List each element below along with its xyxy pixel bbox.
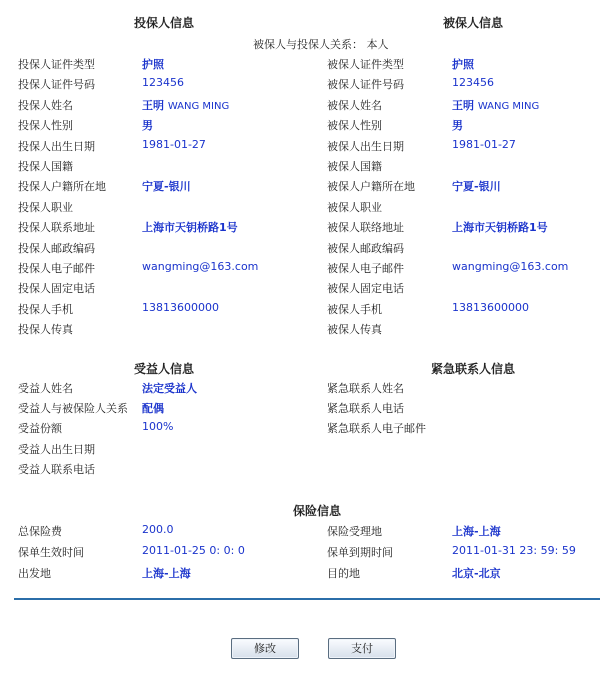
field-value [452,301,529,314]
field-label: 被保人邮政编码 [327,241,404,255]
field-label: 被保人国籍 [327,160,382,173]
field-value [142,97,229,113]
field-label: 投保人姓名 [18,98,73,112]
field-value [452,138,516,151]
field-value [142,178,191,194]
field-value [142,565,191,581]
field-value [452,544,576,557]
policyholder-section-title: 投保人信息 [134,16,195,30]
field-value-text: 1981-01-27 [142,137,206,151]
field-label: 被保人户籍所在地 [327,180,415,194]
field-value [142,56,164,72]
field-value-text: 200.0 [142,523,174,536]
section-divider [14,598,600,600]
field-value-text: 王明 [452,98,474,112]
field-label: 投保人邮政编码 [18,241,95,255]
field-value-text: 123456 [452,76,494,90]
field-label: 投保人国籍 [18,160,73,173]
field-value-text: 上海市天钥桥路1号 [452,221,548,235]
field-label: 投保人职业 [18,200,73,214]
field-label: 投保人电子邮件 [18,262,95,275]
field-value [452,219,548,235]
field-label: 被保人证件类型 [327,58,404,71]
field-label: 保单生效时间 [18,546,84,559]
insured-relation [253,36,389,52]
insured-section-title: 被保人信息 [443,16,504,30]
field-label: 紧急联系人电子邮件 [327,422,426,436]
field-label: 保险受理地 [327,525,382,538]
field-label: 受益份额 [18,422,62,436]
field-value-text: wangming@163.com [452,260,569,273]
field-label: 被保人固定电话 [327,282,404,296]
pay-button[interactable]: 支付 [328,638,396,659]
field-value [142,301,219,314]
field-value [142,544,245,557]
field-value-romanized: WANG MING [477,100,540,112]
field-value-text: 13813600000 [452,300,529,314]
field-label: 被保人手机 [327,302,382,316]
field-value-text: 男 [452,119,463,133]
insured-relation-label: 被保人与投保人关系： [253,38,363,51]
field-value [452,260,568,273]
modify-button[interactable]: 修改 [231,638,299,659]
field-value-text: 2011-01-31 23: 59: 59 [452,544,576,557]
field-label: 受益人出生日期 [18,442,95,456]
field-value-text: 护照 [452,58,474,71]
field-value [142,400,164,416]
field-label: 被保人证件号码 [327,78,404,92]
field-value-text: 2011-01-25 0: 0: 0 [142,544,245,557]
field-value-text: 13813600000 [142,300,219,314]
field-label: 受益人姓名 [18,382,73,395]
field-label: 投保人出生日期 [18,139,95,153]
field-label: 被保人性别 [327,119,382,133]
field-value [142,260,258,273]
field-value-text: 护照 [142,58,164,71]
field-value [452,117,463,133]
field-value [142,117,153,133]
field-value [142,523,174,536]
field-value-text: 王明 [142,98,164,112]
field-value-text: 宁夏-银川 [142,180,191,194]
field-label: 受益人联系电话 [18,462,95,476]
field-label: 投保人证件类型 [18,58,95,71]
field-value [452,565,501,581]
field-label: 被保人姓名 [327,98,382,112]
field-value-text: 1981-01-27 [452,137,516,151]
field-label: 被保人职业 [327,200,382,214]
field-label: 被保人电子邮件 [327,262,404,275]
field-value [452,56,474,72]
field-value-text: wangming@163.com [142,260,259,273]
field-value [142,219,238,235]
field-value [142,380,197,396]
field-label: 投保人手机 [18,302,73,316]
field-label: 被保人联络地址 [327,221,404,235]
field-value [452,523,501,539]
field-label: 总保险费 [18,525,62,538]
field-value-text: 上海-上海 [452,525,501,538]
beneficiary-section-title: 受益人信息 [134,362,195,376]
field-label: 保单到期时间 [327,546,393,559]
emergency-section-title: 紧急联系人信息 [431,362,516,376]
field-value-text: 法定受益人 [142,382,197,395]
field-label: 被保人传真 [327,323,382,337]
field-label: 投保人传真 [18,323,73,337]
field-label: 紧急联系人姓名 [327,382,404,395]
field-value-text: 100% [142,420,174,434]
field-label: 受益人与被保险人关系 [18,402,128,416]
insured-relation-value: 本人 [366,38,389,51]
field-value-text: 配偶 [142,402,164,416]
field-value [142,420,173,433]
insurance-section-title: 保险信息 [293,504,342,518]
field-label: 紧急联系人电话 [327,402,404,416]
field-value [452,97,539,113]
field-value-text: 上海-上海 [142,567,191,580]
field-value [452,178,501,194]
field-value-text: 123456 [142,76,184,90]
field-label: 投保人性别 [18,119,73,133]
field-value-text: 北京-北京 [452,567,501,580]
field-label: 投保人证件号码 [18,78,95,92]
field-label: 投保人固定电话 [18,282,95,296]
field-value [452,76,494,89]
field-value [142,76,184,89]
field-label: 出发地 [18,567,51,580]
field-value [142,138,206,151]
field-label: 被保人出生日期 [327,139,404,153]
field-value-text: 上海市天钥桥路1号 [142,221,238,235]
field-label: 投保人户籍所在地 [18,180,106,194]
field-value-romanized: WANG MING [167,100,230,112]
field-label: 目的地 [327,567,360,580]
field-value-text: 宁夏-银川 [452,180,501,194]
field-value-text: 男 [142,119,153,133]
field-label: 投保人联系地址 [18,221,95,235]
